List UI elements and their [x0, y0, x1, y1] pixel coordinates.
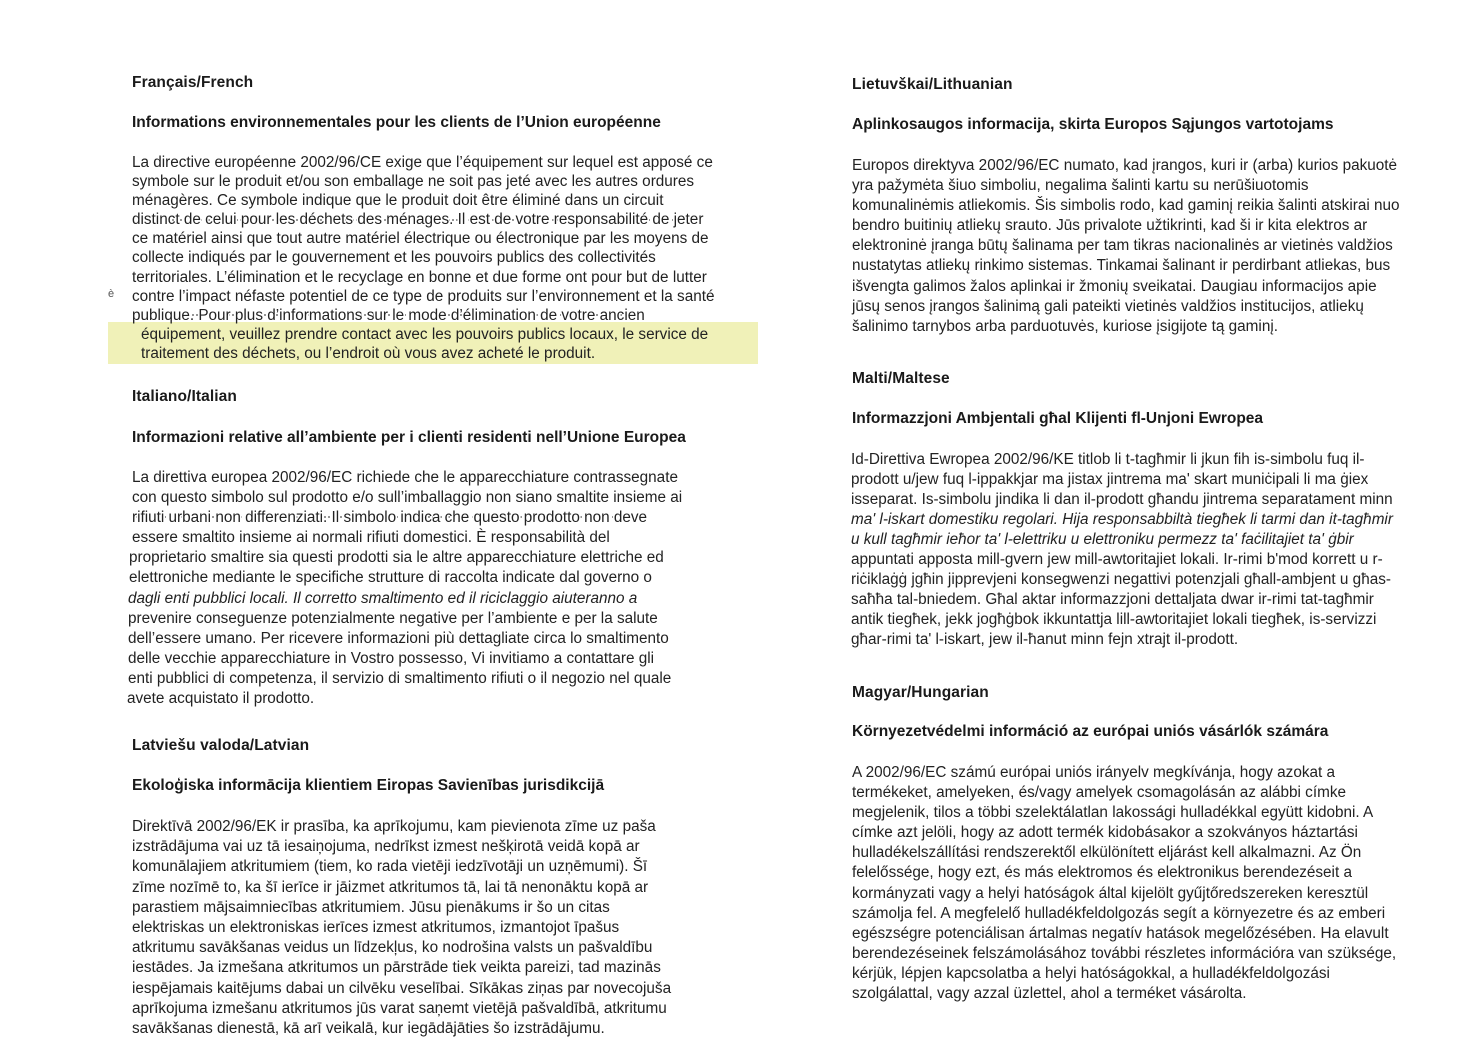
body-line: jūsų senos įrangos šalinimą gali pateikti vietinės valdžios institucijos, atliekų [852, 297, 1364, 315]
body-line: termékeket, amelyeken, és/vagy amelyek csomagolásán az alábbi címke [852, 784, 1346, 802]
body-line: savākšanas dienestā, kā arī veikalā, kur iegādājāties šo izstrādājumu. [132, 1020, 605, 1038]
body-line: avete acquistato il prodotto. [127, 690, 315, 708]
body-line: antik tiegħek, jekk jogħġbok ikkuntattja lill-awtoritajiet lokali tiegħek, is-servizzi [851, 611, 1377, 628]
body-line: prevenire conseguenze potenzialmente negative per l’ambiente e per la salute [128, 609, 658, 627]
section-body [852, 156, 1400, 337]
body-line: saħħa tal-bniedem. Għal aktar informazzjoni dettaljata dwar ir-rimi tat-tagħmir [851, 591, 1374, 608]
section-body [852, 763, 1396, 1004]
section-body [127, 468, 683, 709]
body-line: prodott u/jew fuq l-ippakkjar ma jistax jintrema ma' skart muniċipali li ma ġiex [851, 471, 1369, 488]
body-line: kormányzati vagy a helyi hatóságok által kijelölt gyűjtőredszereken keresztül [852, 884, 1369, 902]
body-line: berendezéseinek felszámolásához további részletes információra van szüksége, [852, 944, 1397, 962]
body-line: territoriales. L’élimination et le recyclage en bonne et due forme ont pour but de lutter [132, 268, 707, 286]
body-line: dagli enti pubblici locali. Il corretto smaltimento ed il riciclaggio aiuteranno a [128, 589, 638, 607]
section-heading: Aplinkosaugos informacija, skirta Europos Sąjungos vartotojams [852, 116, 1334, 133]
body-line: elettroniche mediante le specifiche strutture di raccolta indicate dal governo o [129, 569, 652, 587]
body-line: traitement des déchets, ou l’endroit où vous avez acheté le produit. [141, 344, 596, 362]
body-line: szolgálattal, vagy azzal üzlettel, ahol a terméket vásárolta. [852, 985, 1247, 1003]
body-line: atkritumu savākšanas veidus un līdzekļus, ko nodrošina valsts un pašvaldību [132, 939, 653, 957]
body-line: parastiem mājsaimniecības atkritumiem. Jūsu pienākums ir šo un citas [132, 898, 610, 916]
body-line: elektriskas un elektroniskas ierīces izmest atkritumos, izmantojot īpašus [132, 919, 620, 937]
body-line: publique. Pour plus d’informations sur le mode d’élimination de votre ancien [132, 306, 645, 324]
body-line: isseparat. Is-simbolu jindika li dan il-prodott għandu jintrema separatament minn [851, 491, 1393, 508]
body-line: felelőssége, hogy ezt, és más elektromos és elektronikus berendezéseit a [852, 864, 1352, 882]
body-line: ménagères. Ce symbole indique que le produit doit être éliminé dans un circuit [132, 192, 664, 210]
body-line: La direttiva europea 2002/96/EC richiede che le apparecchiature contrassegnate [132, 469, 678, 486]
section-body [132, 153, 714, 363]
margin-marker: è [108, 288, 115, 300]
body-line: iespējamais kaitējums dabai un cilvēku veselībai. Sīkākas ziņas par novecojuša [132, 979, 672, 997]
section-heading: Környezetvédelmi információ az európai uniós vásárlók számára [852, 723, 1329, 740]
body-line: kérjük, lépjen kapcsolatba a helyi hatóságokkal, a hulladékfeldolgozási [852, 964, 1330, 982]
body-line: għar-rimi ta' l-iskart, jew il-ħanut minn fejn xtrajt il-prodott. [851, 631, 1239, 648]
body-line: Direktīvā 2002/96/EK ir prasība, ka aprīkojumu, kam pievienota zīme uz paša [132, 818, 656, 835]
section-body [851, 450, 1393, 650]
body-line: riċiklaġġ jgħin jipprevjeni konsegwenzi negattivi potenzjali għall-ambjent u għas- [851, 571, 1391, 588]
language-label: Magyar/Hungarian [852, 684, 989, 701]
body-line: appuntati apposta mill-gvern jew mill-awtoritajiet lokali. Ir-rimi b'mod korrett u r- [851, 551, 1383, 568]
language-label: Malti/Maltese [852, 370, 950, 387]
section-heading: Informations environnementales pour les clients de l’Union européenne [132, 114, 661, 131]
body-line: komunālajiem atkritumiem (tiem, ko rada vietēji iedzīvotāji un uzņēmumi). Šī [132, 858, 648, 876]
body-line: u kull tagħmir ieħor ta' l-elettriku u elettroniku permezz ta' faċilitajiet ta' ġbir [851, 531, 1354, 548]
body-line: išvengta galimos žalos aplinkai ir žmonių sveikatai. Daugiau informacijos apie [852, 277, 1377, 295]
section-body [132, 817, 671, 1039]
body-line: ce matériel ainsi que tout autre matériel électrique ou électronique par les moyens de [132, 230, 709, 248]
body-line: nustatytas atliekų rinkimo sistemas. Tinkamai šalinant ir perdirbant atliekas, bus [852, 257, 1391, 275]
body-line: delle vecchie apparecchiature in Vostro possesso, Vi invitiamo a contattare gli [128, 649, 655, 667]
section-heading: Informazzjoni Ambjentali għal Klijenti fl-Unjoni Ewropea [852, 410, 1264, 427]
body-line: distinct de celui pour les déchets des ménages. Il est de votre responsabilité de jeter [132, 211, 704, 229]
body-line: symbole sur le produit et/ou son emballage ne soit pas jeté avec les autres ordures [132, 173, 695, 191]
language-label: Latviešu valoda/Latvian [132, 737, 310, 754]
body-line: komunalinėmis atliekomis. Šis simbolis rodo, kad gaminį reikia šalinti atskirai nuo [852, 197, 1400, 215]
body-line: yra pažymėta šiuo simboliu, negalima šalinti kartu su nerūšiuotomis [852, 177, 1309, 195]
body-line: La directive européenne 2002/96/CE exige que l’équipement sur lequel est apposé ce [132, 154, 713, 171]
body-line: proprietario smaltire sia questi prodotti sia le altre apparecchiature elettriche ed [129, 549, 664, 567]
section-heading: Ekoloģiska informācija klientiem Eiropas Savienības jurisdikcijā [132, 777, 605, 794]
body-line: zīme nozīmē to, ka šī ierīce ir jāizmet atkritumos tā, lai tā nenonāktu kopā ar [132, 878, 649, 896]
body-line: ma' l-iskart domestiku regolari. Hija responsabbiltà tiegħek li tarmi dan it-tagħmir [851, 511, 1393, 528]
body-line: dell’essere umano. Per ricevere informazioni più dettagliate circa lo smaltimento [128, 629, 669, 647]
body-line: aprīkojuma izmešanu atkritumos jūs varat saņemt vietējā pašvaldībā, atkritumu [132, 999, 667, 1017]
section-heading: Informazioni relative all’ambiente per i clienti residenti nell’Unione Europea [132, 429, 686, 446]
body-line: con questo simbolo sul prodotto e/o sull’imballaggio non siano smaltite insieme ai [132, 489, 683, 507]
body-line: essere smaltito insieme ai normali rifiuti domestici. È responsabilità del [132, 529, 610, 547]
body-line: rifiuti urbani non differenziati. Il simbolo indica che questo prodotto non deve [132, 509, 648, 527]
body-line: A 2002/96/EC számú európai uniós irányelv megkívánja, hogy azokat a [852, 764, 1335, 781]
body-line: megjelenik, tilos a többi szelektálatlan lakossági hulladékkal együtt kidobni. A [852, 804, 1374, 822]
body-line: contre l’impact néfaste potentiel de ce type de produits sur l’environnement et la santé [132, 287, 715, 305]
body-line: izstrādājuma vai uz tā iesaiņojuma, nedrīkst izmest nešķirotā veidā kopā ar [132, 838, 640, 856]
language-label: Lietuvškai/Lithuanian [852, 76, 1013, 93]
language-label: Français/French [132, 74, 254, 91]
body-line: címke azt jelöli, hogy az adott termék kidobásakor a szokványos háztartási [852, 824, 1358, 842]
body-line: Europos direktyva 2002/96/EC numato, kad įrangos, kuri ir (arba) kurios pakuotė [852, 157, 1398, 174]
language-label: Italiano/Italian [132, 388, 237, 405]
body-line: elektroninė įranga būtų šalinama per tam tikras nacionalinės ar vietinės valdžios [852, 237, 1393, 255]
body-line: hulladékelszállítási rendszerektől elkülönített eljárást kell alkalmazni. Az Ön [852, 844, 1362, 862]
body-line: iestādes. Ja izmešana atkritumos un pārstrāde tiek veikta pareizi, tad mazinās [132, 959, 661, 977]
body-line: számolja fel. A megfelelő hulladékfeldolgozás segít a környezetre és az emberi [852, 904, 1386, 922]
body-line: šalinimo tarnybos arba parduotuvės, kuriose įsigijote tą gaminį. [852, 317, 1278, 335]
body-line: Id-Direttiva Ewropea 2002/96/KE titlob li t-tagħmir li jkun fih is-simbolu fuq il- [851, 451, 1365, 468]
body-line: bendro buitinių atliekų srauto. Jūs privalote užtikrinti, kad ši ir kita elektros ar [852, 217, 1368, 235]
body-line: collecte indiqués par le gouvernement et les pouvoirs publics des collectivités [132, 249, 656, 267]
body-line: équipement, veuillez prendre contact avec les pouvoirs publics locaux, le service de [141, 325, 709, 343]
body-line: egészségre potenciálisan ártalmas negatív hatások megelőzésében. Ha elavult [852, 924, 1389, 942]
body-line: enti pubblici di competenza, il servizio di smaltimento rifiuti o il negozio nel quale [128, 669, 672, 687]
